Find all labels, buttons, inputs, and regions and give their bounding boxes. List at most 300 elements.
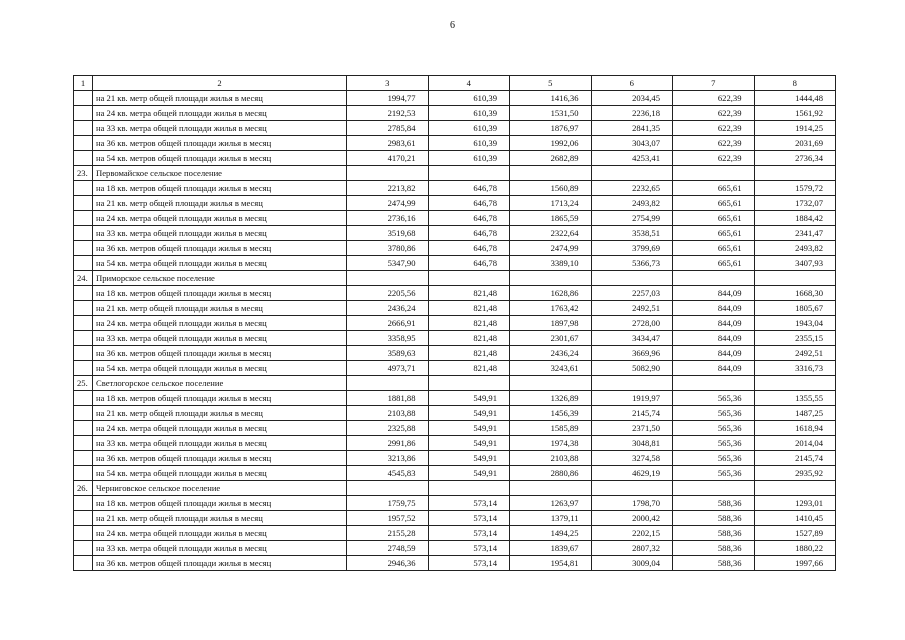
value-cell: 1798,70 [591, 496, 673, 511]
value-cell: 588,36 [673, 496, 755, 511]
empty-cell [347, 376, 429, 391]
row-label: на 18 кв. метров общей площади жилья в месяц [93, 391, 347, 406]
value-cell: 3589,63 [347, 346, 429, 361]
row-number-cell [74, 331, 93, 346]
value-cell: 1957,52 [347, 511, 429, 526]
table-row [74, 346, 836, 361]
value-cell: 1897,98 [510, 316, 592, 331]
value-cell: 1487,25 [754, 406, 836, 421]
value-cell: 2205,56 [347, 286, 429, 301]
row-label: на 24 кв. метра общей площади жилья в месяц [93, 316, 347, 331]
value-cell: 665,61 [673, 256, 755, 271]
value-cell: 3043,07 [591, 136, 673, 151]
value-cell: 2474,99 [510, 241, 592, 256]
column-number: 2 [93, 76, 347, 91]
value-cell: 1444,48 [754, 91, 836, 106]
value-cell: 2748,59 [347, 541, 429, 556]
value-cell: 1713,24 [510, 196, 592, 211]
value-cell: 565,36 [673, 436, 755, 451]
value-cell: 573,14 [428, 511, 510, 526]
value-cell: 2014,04 [754, 436, 836, 451]
value-cell: 573,14 [428, 526, 510, 541]
empty-cell [347, 481, 429, 496]
value-cell: 2493,82 [591, 196, 673, 211]
table-row [74, 301, 836, 316]
row-label: на 21 кв. метр общей площади жилья в месяц [93, 301, 347, 316]
table-row [74, 541, 836, 556]
value-cell: 2034,45 [591, 91, 673, 106]
value-cell: 3358,95 [347, 331, 429, 346]
value-cell: 4545,83 [347, 466, 429, 481]
value-cell: 3407,93 [754, 256, 836, 271]
row-label: на 36 кв. метров общей площади жилья в месяц [93, 556, 347, 571]
value-cell: 2436,24 [510, 346, 592, 361]
value-cell: 665,61 [673, 241, 755, 256]
value-cell: 1618,94 [754, 421, 836, 436]
section-number: 24. [74, 271, 93, 286]
section-row [74, 376, 836, 391]
empty-cell [673, 166, 755, 181]
value-cell: 1416,36 [510, 91, 592, 106]
row-number-cell [74, 106, 93, 121]
value-cell: 4253,41 [591, 151, 673, 166]
column-number: 8 [754, 76, 836, 91]
value-cell: 2341,47 [754, 226, 836, 241]
value-cell: 1732,07 [754, 196, 836, 211]
value-cell: 2103,88 [510, 451, 592, 466]
empty-cell [591, 271, 673, 286]
value-cell: 588,36 [673, 526, 755, 541]
value-cell: 3243,61 [510, 361, 592, 376]
tariff-table-body [74, 76, 836, 571]
value-cell: 2155,28 [347, 526, 429, 541]
value-cell: 1994,77 [347, 91, 429, 106]
value-cell: 1880,22 [754, 541, 836, 556]
value-cell: 3780,86 [347, 241, 429, 256]
row-number-cell [74, 451, 93, 466]
row-number-cell [74, 136, 93, 151]
row-number-cell [74, 361, 93, 376]
value-cell: 2000,42 [591, 511, 673, 526]
row-label: на 21 кв. метр общей площади жилья в месяц [93, 196, 347, 211]
value-cell: 821,48 [428, 331, 510, 346]
value-cell: 549,91 [428, 451, 510, 466]
table-row [74, 226, 836, 241]
value-cell: 1585,89 [510, 421, 592, 436]
value-cell: 665,61 [673, 196, 755, 211]
row-label: на 54 кв. метра общей площади жилья в месяц [93, 361, 347, 376]
section-title: Приморское сельское поселение [93, 271, 347, 286]
table-row [74, 511, 836, 526]
table-row [74, 196, 836, 211]
value-cell: 2946,36 [347, 556, 429, 571]
value-cell: 646,78 [428, 241, 510, 256]
value-cell: 5347,90 [347, 256, 429, 271]
value-cell: 622,39 [673, 91, 755, 106]
value-cell: 565,36 [673, 421, 755, 436]
value-cell: 821,48 [428, 361, 510, 376]
value-cell: 610,39 [428, 151, 510, 166]
section-number: 26. [74, 481, 93, 496]
table-row [74, 241, 836, 256]
value-cell: 1456,39 [510, 406, 592, 421]
row-label: на 33 кв. метра общей площади жилья в месяц [93, 331, 347, 346]
value-cell: 588,36 [673, 541, 755, 556]
value-cell: 3434,47 [591, 331, 673, 346]
row-label: на 33 кв. метра общей площади жилья в месяц [93, 541, 347, 556]
column-number: 4 [428, 76, 510, 91]
value-cell: 1293,01 [754, 496, 836, 511]
section-title: Первомайское сельское поселение [93, 166, 347, 181]
empty-cell [754, 271, 836, 286]
value-cell: 610,39 [428, 136, 510, 151]
value-cell: 565,36 [673, 451, 755, 466]
value-cell: 2371,50 [591, 421, 673, 436]
value-cell: 646,78 [428, 256, 510, 271]
value-cell: 1954,81 [510, 556, 592, 571]
empty-cell [510, 481, 592, 496]
value-cell: 1884,42 [754, 211, 836, 226]
section-number: 25. [74, 376, 93, 391]
table-row [74, 421, 836, 436]
value-cell: 2807,32 [591, 541, 673, 556]
empty-cell [510, 376, 592, 391]
row-label: на 36 кв. метров общей площади жилья в месяц [93, 451, 347, 466]
row-number-cell [74, 541, 93, 556]
row-number-cell [74, 181, 93, 196]
value-cell: 2492,51 [754, 346, 836, 361]
row-number-cell [74, 151, 93, 166]
row-number-cell [74, 391, 93, 406]
value-cell: 3799,69 [591, 241, 673, 256]
value-cell: 573,14 [428, 556, 510, 571]
value-cell: 1805,67 [754, 301, 836, 316]
value-cell: 3669,96 [591, 346, 673, 361]
section-row [74, 271, 836, 286]
empty-cell [510, 271, 592, 286]
empty-cell [347, 166, 429, 181]
row-label: на 33 кв. метра общей площади жилья в месяц [93, 226, 347, 241]
empty-cell [428, 166, 510, 181]
row-number-cell [74, 301, 93, 316]
value-cell: 1881,88 [347, 391, 429, 406]
row-number-cell [74, 211, 93, 226]
empty-cell [673, 481, 755, 496]
value-cell: 549,91 [428, 466, 510, 481]
column-number: 6 [591, 76, 673, 91]
value-cell: 2145,74 [591, 406, 673, 421]
table-row [74, 406, 836, 421]
value-cell: 2031,69 [754, 136, 836, 151]
value-cell: 4170,21 [347, 151, 429, 166]
value-cell: 646,78 [428, 211, 510, 226]
row-number-cell [74, 496, 93, 511]
value-cell: 2257,03 [591, 286, 673, 301]
column-number-row [74, 76, 836, 91]
value-cell: 588,36 [673, 511, 755, 526]
row-number-cell [74, 196, 93, 211]
value-cell: 565,36 [673, 406, 755, 421]
column-number: 5 [510, 76, 592, 91]
table-row [74, 451, 836, 466]
value-cell: 549,91 [428, 406, 510, 421]
value-cell: 549,91 [428, 436, 510, 451]
value-cell: 646,78 [428, 226, 510, 241]
row-number-cell [74, 286, 93, 301]
empty-cell [673, 271, 755, 286]
value-cell: 5082,90 [591, 361, 673, 376]
value-cell: 565,36 [673, 391, 755, 406]
value-cell: 844,09 [673, 346, 755, 361]
row-number-cell [74, 556, 93, 571]
value-cell: 1326,89 [510, 391, 592, 406]
row-label: на 36 кв. метров общей площади жилья в месяц [93, 136, 347, 151]
value-cell: 1865,59 [510, 211, 592, 226]
empty-cell [428, 271, 510, 286]
value-cell: 1914,25 [754, 121, 836, 136]
value-cell: 2935,92 [754, 466, 836, 481]
value-cell: 2474,99 [347, 196, 429, 211]
value-cell: 588,36 [673, 556, 755, 571]
value-cell: 3316,73 [754, 361, 836, 376]
value-cell: 665,61 [673, 181, 755, 196]
value-cell: 2355,15 [754, 331, 836, 346]
page-number: 6 [450, 20, 455, 31]
empty-cell [591, 481, 673, 496]
table-row [74, 106, 836, 121]
row-label: на 24 кв. метра общей площади жилья в месяц [93, 526, 347, 541]
value-cell: 646,78 [428, 196, 510, 211]
value-cell: 2682,89 [510, 151, 592, 166]
empty-cell [673, 376, 755, 391]
row-number-cell [74, 511, 93, 526]
empty-cell [347, 271, 429, 286]
value-cell: 2983,61 [347, 136, 429, 151]
value-cell: 2145,74 [754, 451, 836, 466]
column-number: 7 [673, 76, 755, 91]
value-cell: 3538,51 [591, 226, 673, 241]
value-cell: 1763,42 [510, 301, 592, 316]
value-cell: 821,48 [428, 286, 510, 301]
value-cell: 844,09 [673, 301, 755, 316]
value-cell: 4973,71 [347, 361, 429, 376]
section-row [74, 166, 836, 181]
table-row [74, 556, 836, 571]
value-cell: 844,09 [673, 286, 755, 301]
value-cell: 2736,16 [347, 211, 429, 226]
empty-cell [428, 376, 510, 391]
row-label: на 36 кв. метров общей площади жилья в месяц [93, 241, 347, 256]
table-row [74, 151, 836, 166]
value-cell: 549,91 [428, 391, 510, 406]
value-cell: 610,39 [428, 121, 510, 136]
table-row [74, 91, 836, 106]
value-cell: 1759,75 [347, 496, 429, 511]
value-cell: 1919,97 [591, 391, 673, 406]
value-cell: 1410,45 [754, 511, 836, 526]
empty-cell [591, 166, 673, 181]
value-cell: 5366,73 [591, 256, 673, 271]
row-label: на 54 кв. метра общей площади жилья в месяц [93, 256, 347, 271]
row-number-cell [74, 226, 93, 241]
value-cell: 4629,19 [591, 466, 673, 481]
value-cell: 610,39 [428, 91, 510, 106]
row-number-cell [74, 421, 93, 436]
value-cell: 2492,51 [591, 301, 673, 316]
value-cell: 565,36 [673, 466, 755, 481]
table-row [74, 316, 836, 331]
value-cell: 2322,64 [510, 226, 592, 241]
row-label: на 24 кв. метра общей площади жилья в месяц [93, 211, 347, 226]
row-label: на 33 кв. метра общей площади жилья в месяц [93, 121, 347, 136]
value-cell: 2103,88 [347, 406, 429, 421]
value-cell: 665,61 [673, 211, 755, 226]
value-cell: 2236,18 [591, 106, 673, 121]
value-cell: 1355,55 [754, 391, 836, 406]
table-row [74, 466, 836, 481]
value-cell: 2666,91 [347, 316, 429, 331]
value-cell: 610,39 [428, 106, 510, 121]
table-row [74, 496, 836, 511]
value-cell: 3389,10 [510, 256, 592, 271]
value-cell: 1379,11 [510, 511, 592, 526]
row-label: на 36 кв. метров общей площади жилья в месяц [93, 346, 347, 361]
table-row [74, 436, 836, 451]
row-label: на 18 кв. метров общей площади жилья в месяц [93, 496, 347, 511]
value-cell: 821,48 [428, 346, 510, 361]
value-cell: 1531,50 [510, 106, 592, 121]
table-row [74, 181, 836, 196]
value-cell: 622,39 [673, 151, 755, 166]
value-cell: 1943,04 [754, 316, 836, 331]
table-row [74, 391, 836, 406]
value-cell: 2202,15 [591, 526, 673, 541]
value-cell: 2754,99 [591, 211, 673, 226]
value-cell: 1560,89 [510, 181, 592, 196]
value-cell: 821,48 [428, 301, 510, 316]
tariff-table [73, 75, 836, 571]
value-cell: 622,39 [673, 121, 755, 136]
value-cell: 2493,82 [754, 241, 836, 256]
value-cell: 2736,34 [754, 151, 836, 166]
column-number: 3 [347, 76, 429, 91]
row-label: на 21 кв. метр общей площади жилья в месяц [93, 511, 347, 526]
row-number-cell [74, 406, 93, 421]
value-cell: 622,39 [673, 136, 755, 151]
row-number-cell [74, 346, 93, 361]
value-cell: 1494,25 [510, 526, 592, 541]
value-cell: 549,91 [428, 421, 510, 436]
table-row [74, 211, 836, 226]
value-cell: 665,61 [673, 226, 755, 241]
value-cell: 2436,24 [347, 301, 429, 316]
row-label: на 24 кв. метра общей площади жилья в месяц [93, 106, 347, 121]
value-cell: 3048,81 [591, 436, 673, 451]
value-cell: 2728,00 [591, 316, 673, 331]
value-cell: 1992,06 [510, 136, 592, 151]
value-cell: 1263,97 [510, 496, 592, 511]
value-cell: 1628,86 [510, 286, 592, 301]
row-label: на 21 кв. метр общей площади жилья в месяц [93, 91, 347, 106]
value-cell: 844,09 [673, 316, 755, 331]
empty-cell [428, 481, 510, 496]
value-cell: 1527,89 [754, 526, 836, 541]
row-label: на 18 кв. метров общей площади жилья в месяц [93, 181, 347, 196]
empty-cell [510, 166, 592, 181]
row-number-cell [74, 526, 93, 541]
table-row [74, 361, 836, 376]
value-cell: 1997,66 [754, 556, 836, 571]
value-cell: 3213,86 [347, 451, 429, 466]
table-row [74, 286, 836, 301]
table-row [74, 526, 836, 541]
value-cell: 821,48 [428, 316, 510, 331]
value-cell: 622,39 [673, 106, 755, 121]
value-cell: 2213,82 [347, 181, 429, 196]
value-cell: 3009,04 [591, 556, 673, 571]
value-cell: 1974,38 [510, 436, 592, 451]
table-row [74, 136, 836, 151]
value-cell: 2841,35 [591, 121, 673, 136]
value-cell: 1579,72 [754, 181, 836, 196]
value-cell: 646,78 [428, 181, 510, 196]
value-cell: 3274,58 [591, 451, 673, 466]
value-cell: 1668,30 [754, 286, 836, 301]
empty-cell [591, 376, 673, 391]
value-cell: 844,09 [673, 361, 755, 376]
value-cell: 2192,53 [347, 106, 429, 121]
value-cell: 2325,88 [347, 421, 429, 436]
value-cell: 2991,86 [347, 436, 429, 451]
value-cell: 2232,65 [591, 181, 673, 196]
value-cell: 844,09 [673, 331, 755, 346]
row-label: на 21 кв. метр общей площади жилья в месяц [93, 406, 347, 421]
value-cell: 1561,92 [754, 106, 836, 121]
column-number: 1 [74, 76, 93, 91]
row-number-cell [74, 121, 93, 136]
value-cell: 3519,68 [347, 226, 429, 241]
section-title: Черниговское сельское поселение [93, 481, 347, 496]
row-number-cell [74, 256, 93, 271]
table-row [74, 256, 836, 271]
value-cell: 1876,97 [510, 121, 592, 136]
section-number: 23. [74, 166, 93, 181]
value-cell: 2785,84 [347, 121, 429, 136]
section-title: Светлогорское сельское поселение [93, 376, 347, 391]
row-number-cell [74, 316, 93, 331]
row-number-cell [74, 436, 93, 451]
value-cell: 1839,67 [510, 541, 592, 556]
empty-cell [754, 481, 836, 496]
table-row [74, 121, 836, 136]
row-label: на 33 кв. метра общей площади жилья в месяц [93, 436, 347, 451]
row-label: на 18 кв. метров общей площади жилья в месяц [93, 286, 347, 301]
value-cell: 2301,67 [510, 331, 592, 346]
row-label: на 54 кв. метра общей площади жилья в месяц [93, 466, 347, 481]
row-number-cell [74, 466, 93, 481]
row-number-cell [74, 241, 93, 256]
value-cell: 573,14 [428, 541, 510, 556]
empty-cell [754, 166, 836, 181]
row-label: на 54 кв. метров общей площади жилья в месяц [93, 151, 347, 166]
empty-cell [754, 376, 836, 391]
value-cell: 2880,86 [510, 466, 592, 481]
row-number-cell [74, 91, 93, 106]
section-row [74, 481, 836, 496]
row-label: на 24 кв. метра общей площади жилья в месяц [93, 421, 347, 436]
value-cell: 573,14 [428, 496, 510, 511]
table-row [74, 331, 836, 346]
